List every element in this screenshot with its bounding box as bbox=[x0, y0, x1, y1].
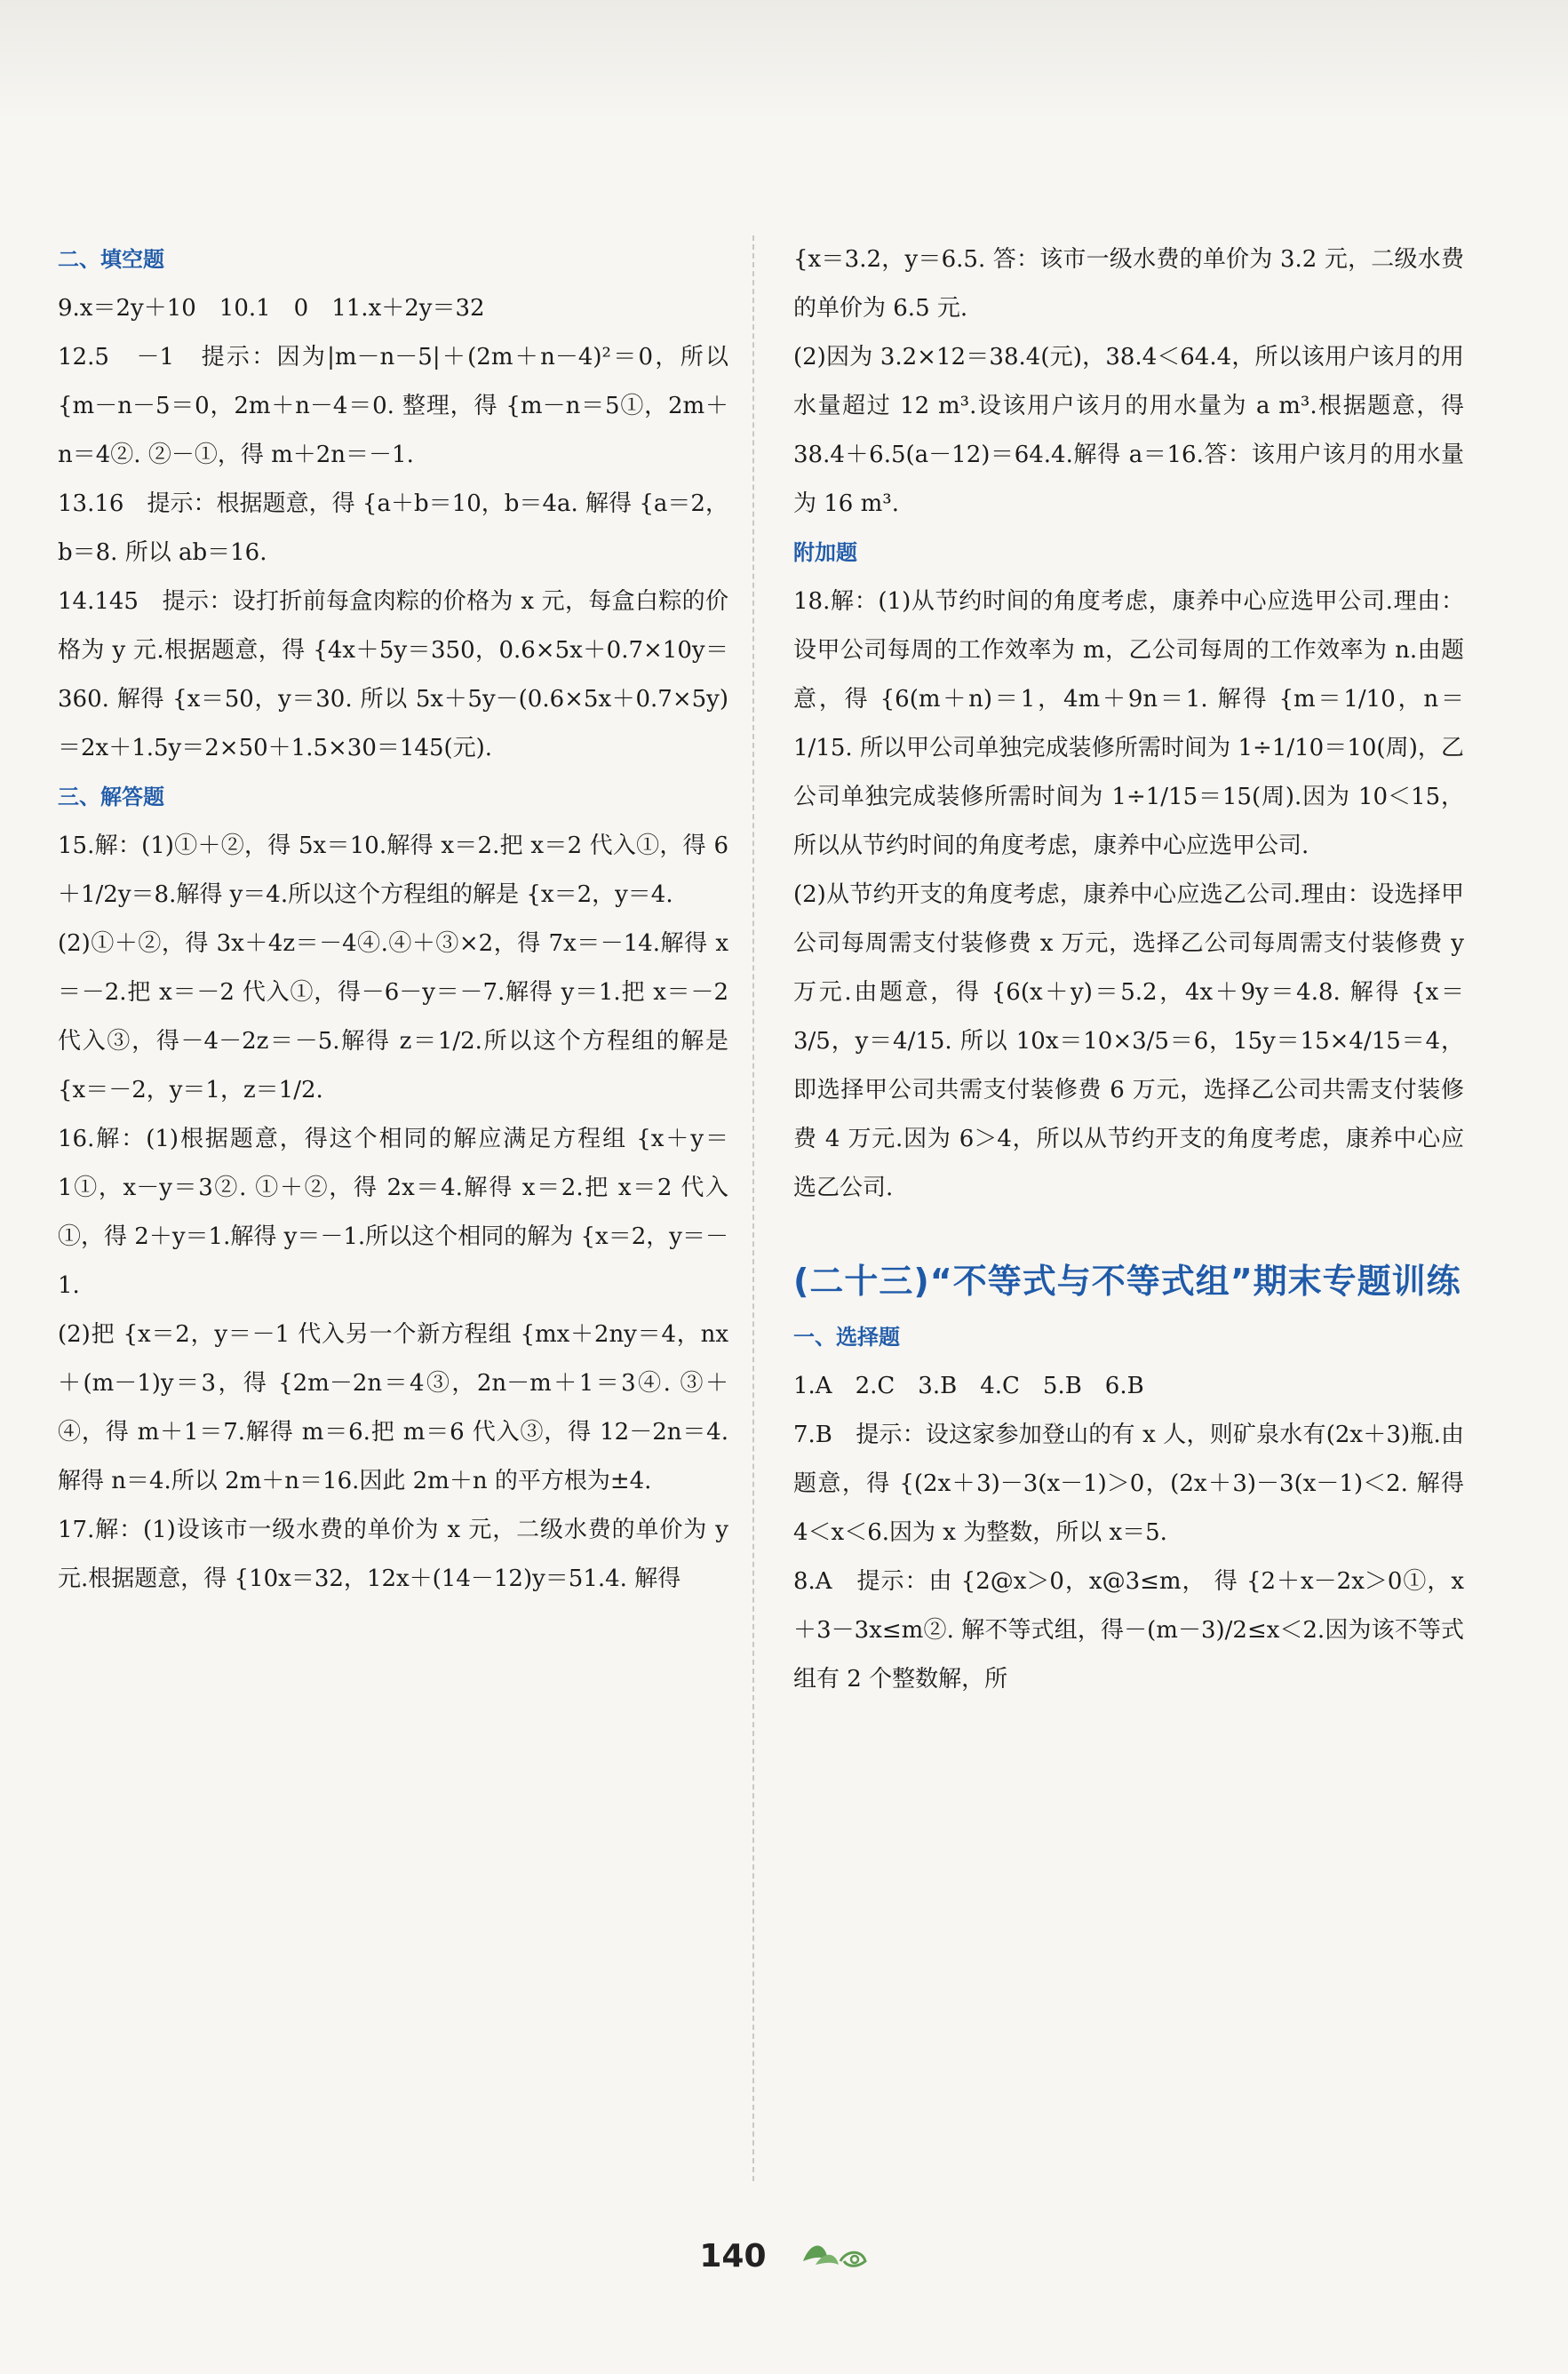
answer-paragraph: 18.解：(1)从节约时间的角度考虑，康养中心应选甲公司.理由：设甲公司每周的工作效率为 m，乙公司每周的工作效率为 n.由题意，得 {6(m＋n)＝1，4m＋9n＝1. 解得 {m＝1/10，n＝1/15. 所以甲公司单独完成装修所需时间为 1÷1/10＝10(周)，乙公司单独完成装修所需时间为 1÷1/15＝15(周).因为 10＜15，所以从节约时间的角度考虑，康养中心应选甲公司. bbox=[793, 588, 1464, 859]
answer-paragraph: 15.解：(1)①＋②，得 5x＝10.解得 x＝2.把 x＝2 代入①，得 6＋1/2y＝8.解得 y＝4.所以这个方程组的解是 {x＝2，y＝4. bbox=[58, 832, 728, 908]
right-column bbox=[793, 235, 1464, 1704]
chapter-title: (二十三)“不等式与不等式组”期末专题训练 bbox=[793, 1262, 1461, 1301]
scan-shadow bbox=[0, 0, 1568, 124]
answer-paragraph: 1.A 2.C 3.B 4.C 5.B 6.B bbox=[793, 1373, 1144, 1399]
answer-paragraph: 7.B 提示：设这家参加登山的有 x 人，则矿泉水有(2x＋3)瓶.由题意，得 {(2x＋3)－3(x－1)＞0，(2x＋3)－3(x－1)＜2. 解得 4＜x＜6.因为 x 为整数，所以 x＝5. bbox=[793, 1422, 1464, 1546]
answer-paragraph: (2)①＋②，得 3x＋4z＝－4④.④＋③×2，得 7x＝－14.解得 x＝－2.把 x＝－2 代入①，得－6－y＝－7.解得 y＝1.把 x＝－2 代入③，得－4－2z＝－5.解得 z＝1/2.所以这个方程组的解是 {x＝－2，y＝1，z＝1/2. bbox=[58, 930, 728, 1103]
answer-paragraph: (2)从节约开支的角度考虑，康养中心应选乙公司.理由：设选择甲公司每周需支付装修费 x 万元，选择乙公司每周需支付装修费 y 万元.由题意，得 {6(x＋y)＝5.2，4x＋9y＝4.8. 解得 {x＝3/5，y＝4/15. 所以 10x＝10×3/5＝6，15y＝15×4/15＝4，即选择甲公司共需支付装修费 6 万元，选择乙公司共需支付装修费 4 万元.因为 6＞4，所以从节约开支的角度考虑，康养中心应选乙公司. bbox=[793, 881, 1464, 1201]
answer-paragraph: 14.145 提示：设打折前每盒肉粽的价格为 x 元，每盒白粽的价格为 y 元.根据题意，得 {4x＋5y＝350，0.6×5x＋0.7×10y＝360. 解得 {x＝50，y＝30. 所以 5x＋5y－(0.6×5x＋0.7×5y)＝2x＋1.5y＝2×50＋1.5×30＝145(元). bbox=[58, 588, 728, 761]
answer-paragraph: (2)因为 3.2×12＝38.4(元)，38.4＜64.4，所以该用户该月的用水量超过 12 m³.设该用户该月的用水量为 a m³.根据题意，得 38.4＋6.5(a－12)＝64.4.解得 a＝16.答：该用户该月的用水量为 16 m³. bbox=[793, 344, 1464, 517]
answer-paragraph: 8.A 提示：由 {2@x＞0，x@3≤m， 得 {2＋x－2x＞0①，x＋3－3x≤m②. 解不等式组，得－(m－3)/2≤x＜2.因为该不等式组有 2 个整数解，所 bbox=[793, 1568, 1464, 1693]
section-heading: 附加题 bbox=[793, 540, 857, 565]
answer-paragraph: 9.x＝2y＋10 10.1 0 11.x＋2y＝32 bbox=[58, 295, 485, 322]
section-heading: 三、解答题 bbox=[58, 785, 164, 809]
answer-paragraph: 12.5 －1 提示：因为|m－n－5|＋(2m＋n－4)²＝0，所以 {m－n－5＝0，2m＋n－4＝0. 整理，得 {m－n＝5①，2m＋n＝4②. ②－①，得 m＋2n＝－1. bbox=[58, 344, 728, 468]
answer-paragraph: 16.解：(1)根据题意，得这个相同的解应满足方程组 {x＋y＝1①，x－y＝3②. ①＋②，得 2x＝4.解得 x＝2.把 x＝2 代入①，得 2＋y＝1.解得 y＝－1.所以这个相同的解为 {x＝2，y＝－1. bbox=[58, 1126, 728, 1299]
answer-paragraph: (2)把 {x＝2，y＝－1 代入另一个新方程组 {mx＋2ny＝4，nx＋(m－1)y＝3，得 {2m－2n＝4③，2n－m＋1＝3④. ③＋④，得 m＋1＝7.解得 m＝6.把 m＝6 代入③，得 12－2n＝4.解得 n＝4.所以 2m＋n＝16.因此 2m＋n 的平方根为±4. bbox=[58, 1321, 728, 1494]
section-heading: 一、选择题 bbox=[793, 1325, 900, 1350]
answer-paragraph: {x＝3.2，y＝6.5. 答：该市一级水费的单价为 3.2 元，二级水费的单价为 6.5 元. bbox=[793, 246, 1464, 322]
column-divider bbox=[752, 235, 754, 2181]
page-footer bbox=[0, 2235, 1568, 2277]
left-column bbox=[58, 235, 728, 1604]
section-heading: 二、填空题 bbox=[58, 247, 164, 272]
leaf-ornament-icon bbox=[798, 2235, 869, 2277]
page-number: 140 bbox=[699, 2237, 767, 2274]
answer-paragraph: 13.16 提示：根据题意，得 {a＋b＝10，b＝4a. 解得 {a＝2，b＝8. 所以 ab＝16. bbox=[58, 490, 728, 566]
answer-paragraph: 17.解：(1)设该市一级水费的单价为 x 元，二级水费的单价为 y 元.根据题意，得 {10x＝32，12x＋(14－12)y＝51.4. 解得 bbox=[58, 1517, 728, 1592]
